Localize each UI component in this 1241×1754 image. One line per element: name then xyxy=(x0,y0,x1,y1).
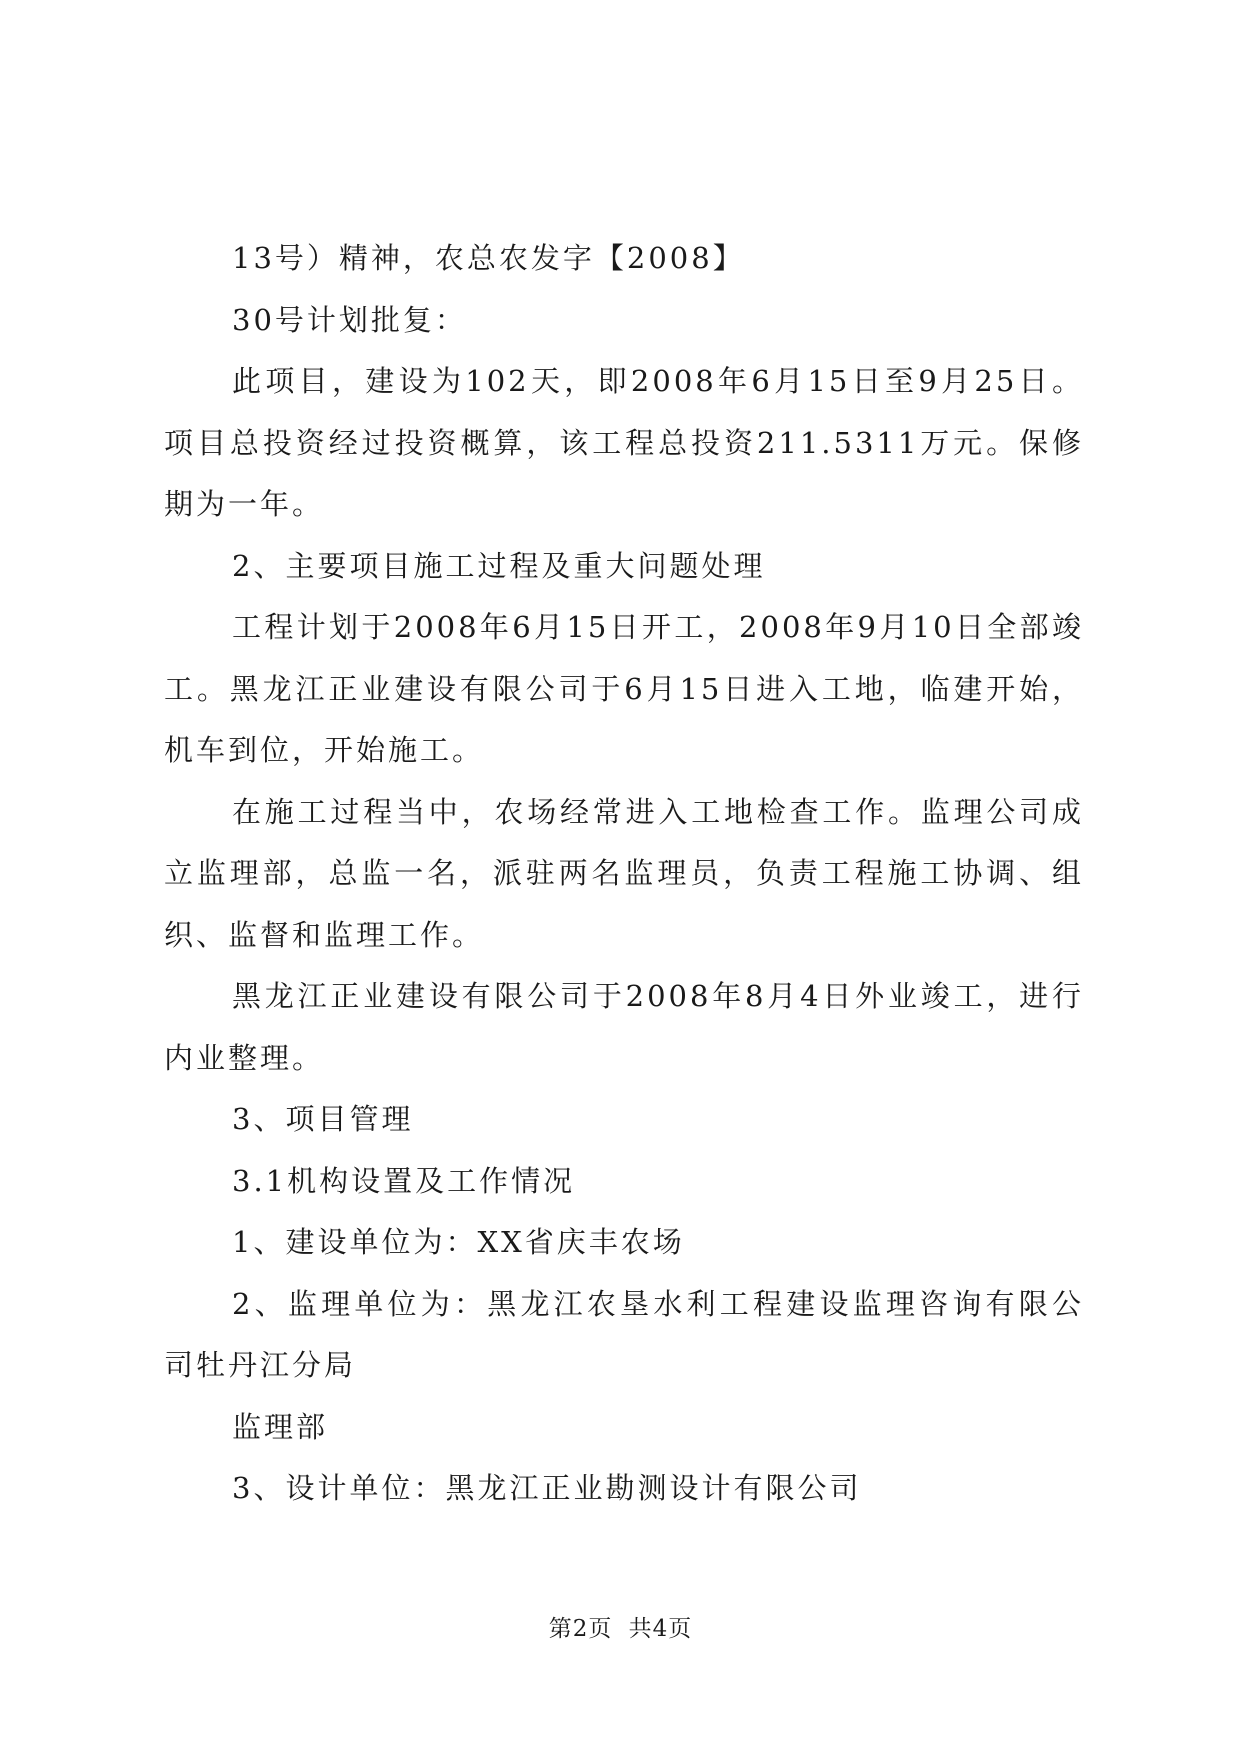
page-number: 第2页 xyxy=(548,1616,613,1642)
paragraph: 此项目，建设为102天，即2008年6月15日至9月25日。项目总投资经过投资概算，该工程总投资211.5311万元。保修期为一年。 xyxy=(164,364,1084,521)
list-item: 2、监理单位为：黑龙江农垦水利工程建设监理咨询有限公司牡丹江分局 xyxy=(164,1286,1084,1382)
page-total: 共4页 xyxy=(628,1616,693,1642)
document-body xyxy=(164,228,1084,1520)
list-item: 1、建设单位为：XX省庆丰农场 xyxy=(232,1225,685,1259)
page-footer xyxy=(0,1610,1241,1643)
section-heading: 3、项目管理 xyxy=(232,1102,414,1136)
subsection-heading: 3.1机构设置及工作情况 xyxy=(232,1163,576,1198)
paragraph: 30号计划批复： xyxy=(232,302,467,337)
paragraph: 黑龙江正业建设有限公司于2008年8月4日外业竣工，进行内业整理。 xyxy=(164,979,1084,1075)
paragraph: 工程计划于2008年6月15日开工，2008年9月10日全部竣工。黑龙江正业建设有限公司于6月15日进入工地，临建开始，机车到位，开始施工。 xyxy=(164,610,1084,767)
section-heading: 2、主要项目施工过程及重大问题处理 xyxy=(232,548,766,583)
list-item: 3、设计单位：黑龙江正业勘测设计有限公司 xyxy=(232,1471,862,1505)
paragraph: 13号）精神，农总农发字【2008】 xyxy=(232,241,745,275)
paragraph: 监理部 xyxy=(232,1409,329,1444)
paragraph: 在施工过程当中，农场经常进入工地检查工作。监理公司成立监理部，总监一名，派驻两名监理员，负责工程施工协调、组织、监督和监理工作。 xyxy=(164,794,1084,952)
